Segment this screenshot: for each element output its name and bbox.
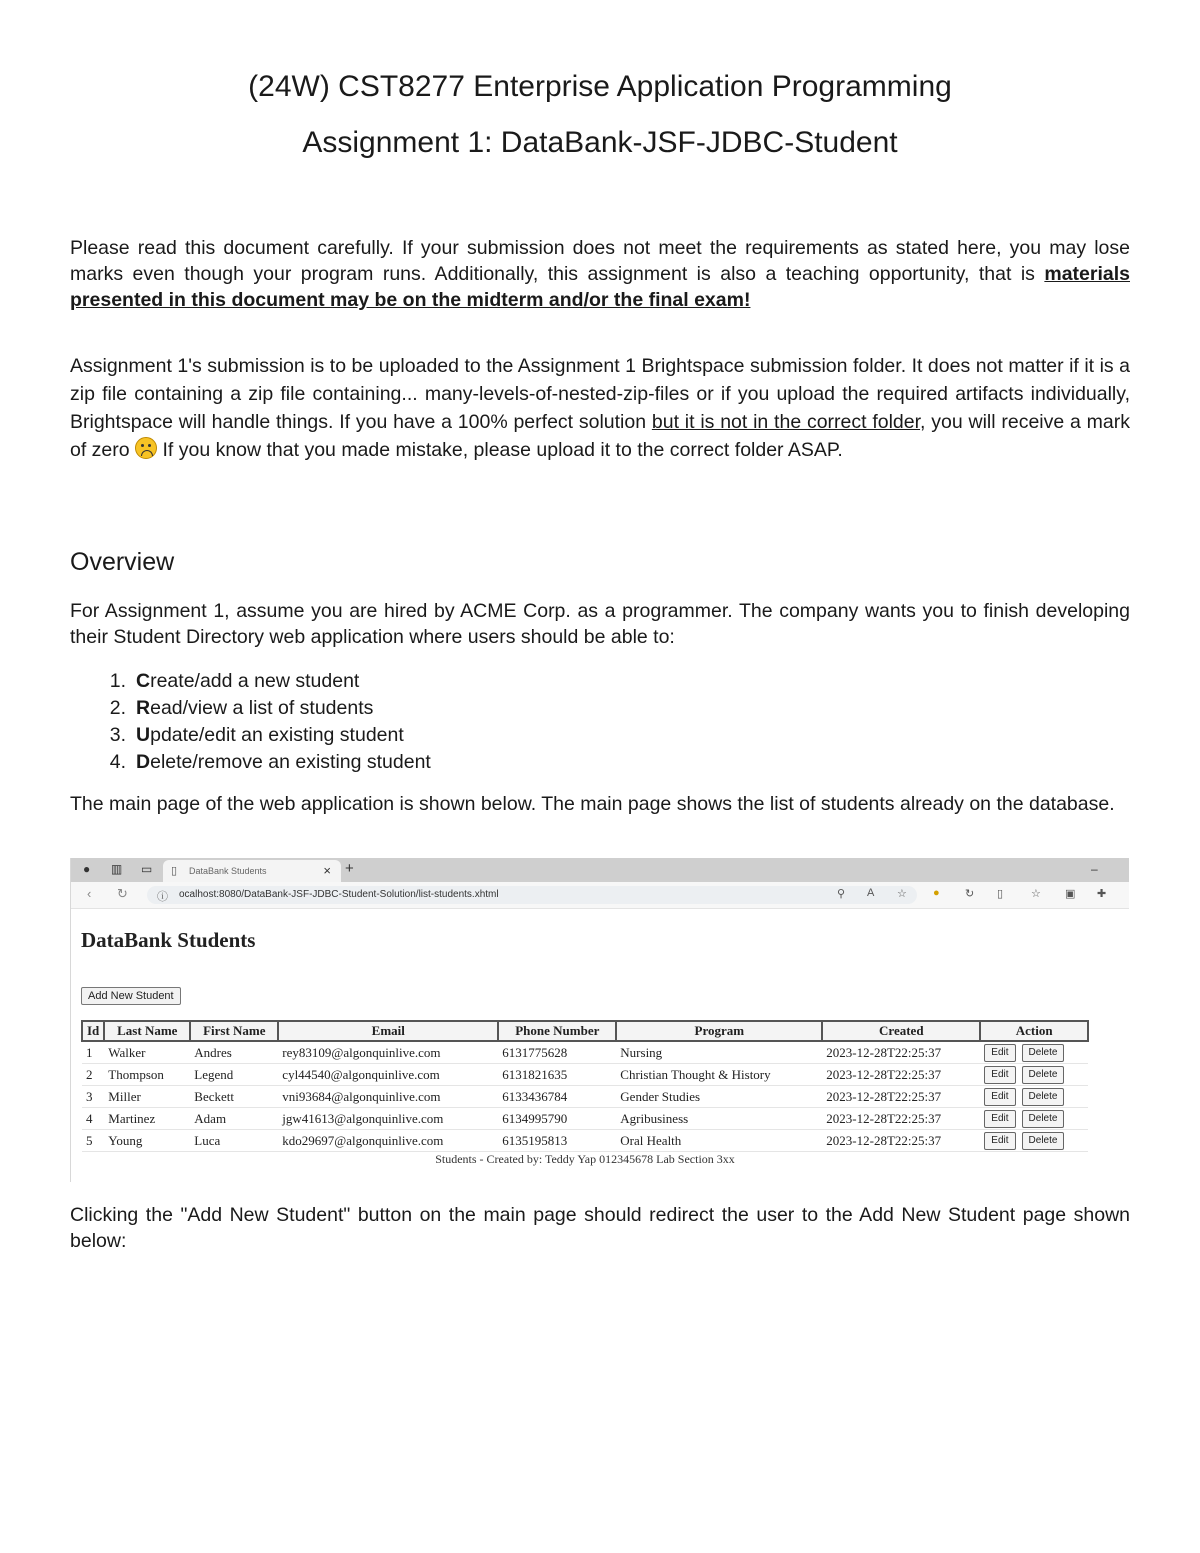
submission-text-3: If you know that you made mistake, please upload it to the correct folder ASAP. — [157, 439, 843, 461]
favorite-icon[interactable]: ☆ — [897, 888, 907, 900]
edit-button[interactable]: Edit — [984, 1088, 1015, 1106]
app-screenshot — [70, 858, 1129, 1182]
address-bar — [71, 882, 1129, 909]
list-item: 1. Create/add a new student — [109, 670, 360, 692]
submission-text-1: Assignment 1's submission is to be uploaded to the Assignment 1 Brightspace submission folder. It does not matter if it is a zip file containing a zip file containing... many-levels-of-nested-zip-files or if you upload the required artifacts individually, Brightspace will handle things. If you have a 100% perfect solution — [70, 355, 1130, 433]
wrong-folder-warning: but it is not in the correct folder — [651, 411, 921, 433]
tab-actions-icon[interactable]: ▭ — [141, 862, 153, 876]
delete-button[interactable]: Delete — [1022, 1044, 1065, 1062]
browser-tab[interactable]: ▯ DataBank Students × — [163, 860, 341, 882]
submission-text-2: , you will receive a mark of zero — [70, 411, 1130, 461]
main-page-paragraph: The main page of the web application is shown below. The main page shows the list of students already on the database. — [70, 793, 1115, 815]
delete-button[interactable]: Delete — [1022, 1066, 1065, 1084]
collections-icon[interactable]: ▣ — [1065, 888, 1076, 900]
add-new-student-button[interactable]: Add New Student — [81, 987, 181, 1005]
col-id: Id — [82, 1021, 104, 1041]
list-item: 2. Read/view a list of students — [109, 697, 374, 719]
col-last-name: Last Name — [104, 1021, 190, 1041]
col-action: Action — [980, 1021, 1088, 1041]
intro-paragraph — [70, 235, 1130, 313]
new-tab-button[interactable]: + — [345, 860, 354, 877]
app-footer: Students - Created by: Teddy Yap 012345678 Lab Section 3xx — [435, 1152, 735, 1166]
info-icon[interactable]: ⓘ — [157, 891, 168, 903]
add-student-paragraph: Clicking the "Add New Student" button on the main page should redirect the user to the Add New Student page shown below: — [70, 1204, 1130, 1252]
browser-tab-bar — [71, 858, 1129, 882]
table-row: 4 Martinez Adam jgw41613@algonquinlive.com 6134995790 Agribusiness 2023-12-28T22:25:37 Edit Delete — [82, 1108, 1088, 1130]
students-table — [81, 1020, 1089, 1152]
favorites-bar-icon[interactable]: ☆ — [1031, 888, 1041, 900]
edit-button[interactable]: Edit — [984, 1132, 1015, 1150]
col-phone: Phone Number — [498, 1021, 616, 1041]
col-created: Created — [822, 1021, 980, 1041]
course-title: (24W) CST8277 Enterprise Application Programming — [248, 70, 952, 103]
edit-button[interactable]: Edit — [984, 1066, 1015, 1084]
table-row: 1 Walker Andres rey83109@algonquinlive.com 6131775628 Nursing 2023-12-28T22:25:37 Edit Delete — [82, 1041, 1088, 1064]
table-row: 5 Young Luca kdo29697@algonquinlive.com 6135195813 Oral Health 2023-12-28T22:25:37 Edit Delete — [82, 1130, 1088, 1152]
exam-warning: materials presented in this document may be on the midterm and/or the final exam! — [70, 263, 1130, 311]
refresh-icon[interactable]: ↻ — [965, 888, 975, 900]
minimize-button[interactable]: – — [1091, 862, 1098, 876]
profile-icon[interactable]: ● — [83, 862, 91, 876]
submission-paragraph — [70, 352, 1130, 464]
reload-button[interactable]: ↻ — [117, 886, 128, 901]
assignment-title: Assignment 1: DataBank-JSF-JDBC-Student — [302, 126, 898, 159]
back-button[interactable]: ‹ — [87, 886, 92, 901]
read-aloud-icon[interactable]: A — [867, 887, 875, 899]
col-email: Email — [278, 1021, 498, 1041]
delete-button[interactable]: Delete — [1022, 1110, 1065, 1128]
close-tab-icon[interactable]: × — [323, 863, 331, 878]
table-header-row — [82, 1021, 1088, 1041]
edit-button[interactable]: Edit — [984, 1110, 1015, 1128]
list-item: 3. Update/edit an existing student — [109, 724, 404, 746]
intro-text: Please read this document carefully. If your submission does not meet the requirements as stated here, you may lose marks even though your program runs. Additionally, this assignment is also a teaching opportunity, that is — [70, 237, 1130, 285]
page-icon: ▯ — [171, 865, 178, 877]
overview-heading: Overview — [70, 548, 175, 576]
table-row: 2 Thompson Legend cyl44540@algonquinlive.com 6131821635 Christian Thought & History 2023-12-28T22:25:37 Edit Delete — [82, 1064, 1088, 1086]
url-field[interactable]: ⓘ ocalhost:8080/DataBank-JSF-JDBC-Student-Solution/list-students.xhtml — [147, 886, 917, 904]
table-row: 3 Miller Beckett vni93684@algonquinlive.com 6133436784 Gender Studies 2023-12-28T22:25:37 Edit Delete — [82, 1086, 1088, 1108]
zoom-icon[interactable]: ⚲ — [837, 888, 846, 900]
edit-button[interactable]: Edit — [984, 1044, 1015, 1062]
col-first-name: First Name — [190, 1021, 278, 1041]
extension-icon[interactable]: ● — [933, 887, 940, 899]
sad-face-icon — [135, 437, 157, 459]
delete-button[interactable]: Delete — [1022, 1088, 1065, 1106]
list-item: 4. Delete/remove an existing student — [109, 751, 431, 773]
workspaces-icon[interactable]: ▥ — [111, 862, 123, 876]
split-screen-icon[interactable]: ▯ — [997, 888, 1004, 900]
app-title: DataBank Students — [81, 928, 256, 952]
browser-extensions-icon[interactable]: ✚ — [1097, 888, 1107, 900]
crud-list — [70, 668, 431, 776]
delete-button[interactable]: Delete — [1022, 1132, 1065, 1150]
overview-paragraph: For Assignment 1, assume you are hired by ACME Corp. as a programmer. The company wants you to finish developing their Student Directory web application where users should be able to: — [70, 600, 1130, 648]
col-program: Program — [616, 1021, 822, 1041]
